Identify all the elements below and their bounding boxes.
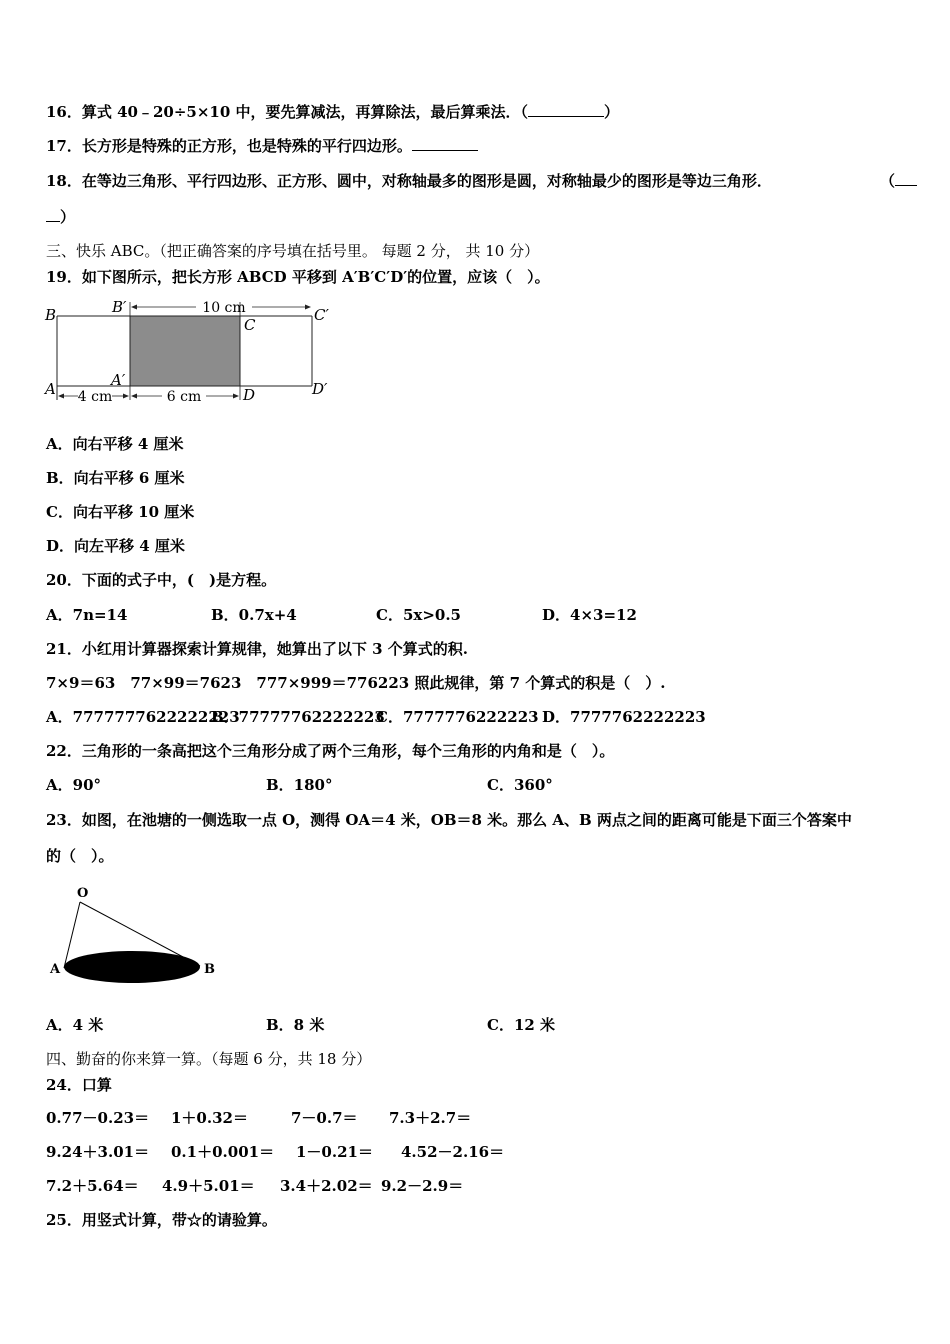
q21-option-d[interactable]: D．7777762222223 [542, 708, 706, 726]
mental-math-item: 7－0.7＝ [291, 1109, 358, 1127]
question-17-text: 17．长方形是特殊的正方形，也是特殊的平行四边形。 [46, 137, 412, 155]
question-21-patterns: 7×9＝63 77×99＝7623 777×999＝776223 照此规律，第 7 个算式的积是（ ）. [46, 674, 666, 692]
label-A: A [45, 380, 56, 398]
label-6cm: 6 cm [166, 389, 202, 405]
q20-option-a[interactable]: A．7n=14 [46, 606, 128, 624]
label-10cm: 10 cm [202, 300, 246, 316]
mental-math-item: 0.1＋0.001＝ [171, 1143, 275, 1161]
question-18-text: 18．在等边三角形、平行四边形、正方形、圆中，对称轴最多的图形是圆，对称轴最少的图形是等边三角形． [46, 172, 772, 190]
q21-option-a[interactable]: A．7777777622222223 [46, 708, 240, 726]
mental-math-item: 7.3＋2.7＝ [389, 1109, 472, 1127]
q20-option-d[interactable]: D．4×3=12 [542, 606, 637, 624]
label-C: C [244, 316, 256, 334]
question-16-close: ） [604, 103, 620, 121]
question-18 [46, 171, 772, 191]
q20-option-c[interactable]: C．5x>0.5 [376, 606, 461, 624]
question-16 [46, 102, 619, 122]
question-17 [46, 136, 478, 156]
label-B: B [45, 306, 57, 324]
answer-blank-16[interactable] [528, 102, 604, 117]
label-B-prime: B′ [112, 298, 127, 316]
mental-math-item: 7.2＋5.64＝ [46, 1177, 139, 1195]
answer-blank-17[interactable] [412, 136, 478, 151]
question-24: 24．口算 [46, 1076, 112, 1094]
translation-figure [40, 296, 340, 408]
pond-figure [44, 880, 234, 990]
section-4-title: 四、勤奋的你来算一算。（每题 6 分，共 18 分） [46, 1050, 372, 1068]
pond-ellipse [64, 951, 200, 983]
q23-option-b[interactable]: B．8 米 [266, 1016, 325, 1034]
label-O: O [77, 886, 89, 901]
question-19: 19．如下图所示，把长方形 ABCD 平移到 A′B′C′D′的位置，应该（ ）。 [46, 268, 550, 286]
q23-option-a[interactable]: A．4 米 [46, 1016, 104, 1034]
label-C-prime: C′ [314, 306, 329, 324]
question-23-cont: 的（ ）。 [46, 847, 114, 865]
mental-math-item: 0.77－0.23＝ [46, 1109, 150, 1127]
mental-math-item: 4.9＋5.01＝ [162, 1177, 255, 1195]
q23-option-c[interactable]: C．12 米 [487, 1016, 556, 1034]
shaded-rectangle [130, 316, 240, 386]
mental-math-item: 1＋0.32＝ [171, 1109, 248, 1127]
question-18-open: （ [880, 171, 917, 191]
q22-option-a[interactable]: A．90° [46, 776, 102, 794]
mental-math-item: 9.2－2.9＝ [381, 1177, 464, 1195]
question-22: 22．三角形的一条高把这个三角形分成了两个三角形，每个三角形的内角和是（ ）。 [46, 742, 615, 760]
mental-math-item: 4.52－2.16＝ [401, 1143, 505, 1161]
question-21: 21．小红用计算器探索计算规律，她算出了以下 3 个算式的积. [46, 640, 468, 658]
question-20: 20．下面的式子中，( )是方程。 [46, 571, 277, 589]
q22-option-c[interactable]: C．360° [487, 776, 553, 794]
q21-option-b[interactable]: B．77777762222223 [211, 708, 385, 726]
question-23: 23．如图，在池塘的一侧选取一点 O，测得 OA＝4 米，OB＝8 米。那么 A、B 两点之间的距离可能是下面三个答案中 [46, 811, 852, 829]
mental-math-item: 1－0.21＝ [296, 1143, 373, 1161]
section-3-title: 三、快乐 ABC。（把正确答案的序号填在括号里。 每题 2 分， 共 10 分） [46, 242, 540, 260]
question-18-cont [46, 207, 75, 227]
question-25: 25．用竖式计算，带☆的请验算。 [46, 1211, 277, 1229]
label-A-prime: A′ [111, 371, 126, 389]
q19-option-c[interactable]: C．向右平移 10 厘米 [46, 503, 195, 521]
label-D-prime: D′ [312, 380, 328, 398]
label-A: A [50, 962, 61, 977]
mental-math-item: 9.24＋3.01＝ [46, 1143, 150, 1161]
q20-option-b[interactable]: B．0.7x+4 [211, 606, 297, 624]
q22-option-b[interactable]: B．180° [266, 776, 333, 794]
question-16-text: 16．算式 40﹣20÷5×10 中，要先算减法，再算除法，最后算乘法．（ [46, 103, 529, 121]
answer-blank-18a[interactable] [895, 171, 917, 186]
mental-math-item: 3.4＋2.02＝ [280, 1177, 373, 1195]
q21-option-c[interactable]: C．7777776222223 [376, 708, 539, 726]
answer-blank-18b[interactable] [46, 207, 60, 222]
q19-option-d[interactable]: D．向左平移 4 厘米 [46, 537, 185, 555]
question-18-close: ） [60, 208, 76, 226]
q19-option-b[interactable]: B．向右平移 6 厘米 [46, 469, 185, 487]
label-4cm: 4 cm [77, 389, 113, 405]
q19-option-a[interactable]: A．向右平移 4 厘米 [46, 435, 184, 453]
label-B: B [204, 962, 215, 977]
label-D: D [243, 386, 256, 404]
